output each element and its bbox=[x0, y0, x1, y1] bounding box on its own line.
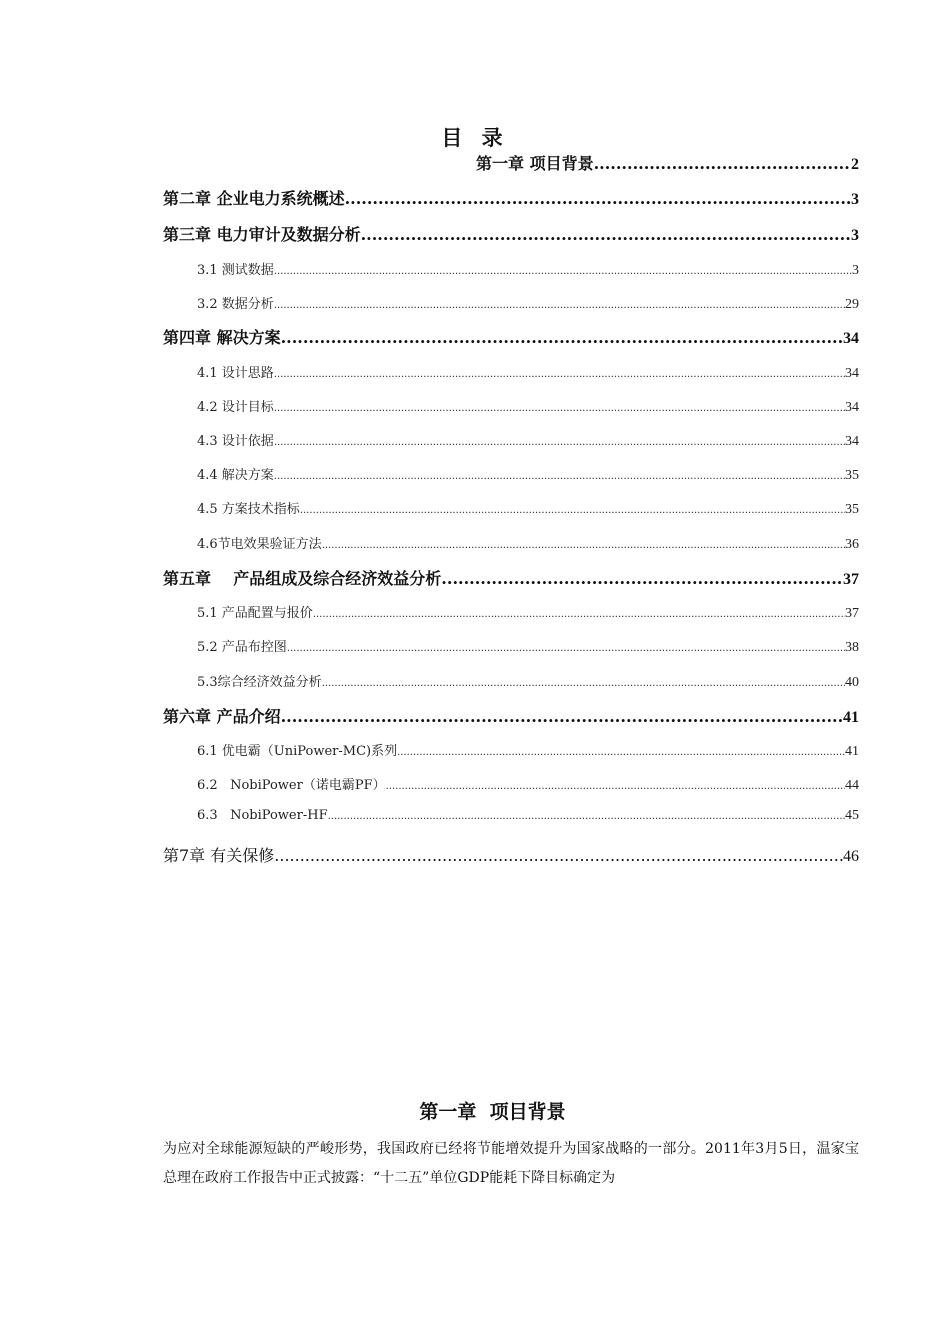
toc-entry-label: 6.1 优电霸（UniPower-MC)系列 bbox=[197, 744, 398, 759]
toc-entry-page: 34 bbox=[843, 330, 859, 347]
toc-entry-section-4-2[interactable] bbox=[197, 396, 859, 416]
toc-entry-chapter-7[interactable] bbox=[163, 843, 859, 866]
toc-leader bbox=[300, 502, 845, 517]
toc-leader bbox=[274, 263, 852, 278]
toc-entry-label: 4.4 解决方案 bbox=[197, 468, 274, 483]
toc-entry-page: 44 bbox=[845, 778, 859, 793]
toc-entry-page: 37 bbox=[843, 571, 859, 588]
toc-entry-page: 38 bbox=[845, 640, 859, 655]
toc-leader bbox=[287, 640, 845, 655]
chapter-heading: 第一章 项目背景 bbox=[419, 1101, 566, 1123]
toc-entry-label: 第二章 企业电力系统概述 bbox=[163, 189, 345, 208]
toc-entry-section-4-4[interactable] bbox=[197, 464, 859, 484]
toc-entry-chapter-6[interactable] bbox=[163, 704, 859, 727]
toc-entry-label: 5.1 产品配置与报价 bbox=[197, 606, 313, 621]
toc-leader bbox=[274, 434, 845, 449]
toc-leader bbox=[281, 328, 843, 347]
toc-entry-label: 4.1 设计思路 bbox=[197, 366, 274, 381]
toc-entry-section-6-1[interactable] bbox=[197, 740, 859, 760]
toc-entry-section-3-2[interactable] bbox=[197, 293, 859, 313]
toc-entry-page: 29 bbox=[845, 297, 859, 312]
toc-entry-page: 34 bbox=[845, 400, 859, 415]
toc-entry-page: 35 bbox=[845, 502, 859, 517]
toc-entry-page: 45 bbox=[845, 808, 859, 823]
toc-leader bbox=[441, 569, 843, 588]
toc-leader bbox=[322, 537, 845, 552]
toc-entry-section-6-2[interactable] bbox=[197, 774, 859, 794]
toc-entry-label: 第三章 电力审计及数据分析 bbox=[163, 225, 361, 244]
toc-leader bbox=[274, 297, 845, 312]
toc-entry-page: 34 bbox=[845, 366, 859, 381]
toc-entry-page: 35 bbox=[845, 468, 859, 483]
toc-entry-label: 3.1 测试数据 bbox=[197, 263, 274, 278]
toc-entry-section-5-3[interactable] bbox=[197, 671, 859, 691]
toc-leader bbox=[322, 675, 845, 690]
toc-entry-page: 41 bbox=[843, 709, 859, 726]
toc-entry-chapter-4[interactable] bbox=[163, 325, 859, 348]
toc-leader bbox=[281, 707, 843, 726]
toc-leader bbox=[386, 778, 845, 793]
toc-entry-label: 6.2 NobiPower（诺电霸PF） bbox=[197, 778, 386, 793]
toc-entry-page: 46 bbox=[843, 848, 859, 865]
toc-leader bbox=[274, 366, 845, 381]
toc-leader bbox=[274, 400, 845, 415]
toc-entry-page: 36 bbox=[845, 537, 859, 552]
body-paragraph: 为应对全球能源短缺的严峻形势，我国政府已经将节能增效提升为国家战略的一部分。2011年3月5日，温家宝总理在政府工作报告中正式披露：“十二五”单位GDP能耗下降目标确定为 bbox=[163, 1141, 859, 1186]
toc-title: 目 录 bbox=[441, 125, 509, 150]
toc-leader bbox=[594, 154, 851, 173]
toc-entry-page: 40 bbox=[845, 675, 859, 690]
toc-entry-section-3-1[interactable] bbox=[197, 259, 859, 279]
toc-entry-label: 第五章 产品组成及综合经济效益分析 bbox=[163, 569, 442, 588]
toc-entry-chapter-1[interactable] bbox=[476, 151, 859, 174]
toc-leader bbox=[361, 225, 851, 244]
toc-entry-label: 5.2 产品布控图 bbox=[197, 640, 287, 655]
toc-entry-chapter-5[interactable] bbox=[163, 566, 859, 589]
toc-leader bbox=[397, 744, 845, 759]
toc-entry-page: 41 bbox=[845, 744, 859, 759]
toc-entry-label: 4.5 方案技术指标 bbox=[197, 502, 300, 517]
toc-entry-chapter-3[interactable] bbox=[163, 222, 859, 245]
toc-entry-label: 第7章 有关保修 bbox=[163, 846, 275, 865]
toc-entry-section-6-3[interactable] bbox=[197, 808, 859, 824]
toc-entry-page: 3 bbox=[852, 263, 859, 278]
toc-leader bbox=[313, 606, 845, 621]
toc-entry-label: 4.2 设计目标 bbox=[197, 400, 274, 415]
toc-entry-page: 37 bbox=[845, 606, 859, 621]
toc-entry-section-4-5[interactable] bbox=[197, 498, 859, 518]
toc-entry-page: 3 bbox=[851, 227, 859, 244]
toc-entry-label: 第六章 产品介绍 bbox=[163, 707, 281, 726]
toc-entry-section-5-1[interactable] bbox=[197, 602, 859, 622]
toc-leader bbox=[345, 189, 851, 208]
toc-entry-label: 第四章 解决方案 bbox=[163, 328, 281, 347]
toc-entry-label: 6.3 NobiPower-HF bbox=[197, 808, 328, 823]
toc-entry-section-4-1[interactable] bbox=[197, 362, 859, 382]
toc-entry-page: 34 bbox=[845, 434, 859, 449]
toc-entry-chapter-2[interactable] bbox=[163, 186, 859, 209]
toc-entry-section-4-3[interactable] bbox=[197, 430, 859, 450]
toc-entry-label: 4.6节电效果验证方法 bbox=[197, 537, 322, 552]
toc-leader bbox=[274, 468, 845, 483]
toc-entry-label: 第一章 项目背景 bbox=[476, 154, 594, 173]
toc-entry-label: 3.2 数据分析 bbox=[197, 297, 274, 312]
toc-entry-page: 2 bbox=[851, 156, 859, 173]
toc-entry-page: 3 bbox=[851, 191, 859, 208]
toc-entry-label: 5.3综合经济效益分析 bbox=[197, 675, 322, 690]
toc-entry-section-4-6[interactable] bbox=[197, 533, 859, 553]
toc-leader bbox=[328, 808, 845, 823]
toc-entry-label: 4.3 设计依据 bbox=[197, 434, 274, 449]
toc-entry-section-5-2[interactable] bbox=[197, 636, 859, 656]
toc-leader bbox=[274, 846, 843, 865]
